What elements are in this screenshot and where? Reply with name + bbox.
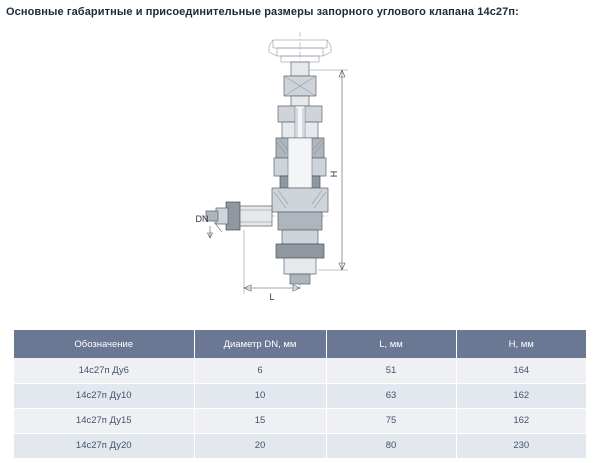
- dimension-h-label: H: [329, 170, 339, 178]
- cell-designation: 14с27п Ду6: [14, 358, 194, 383]
- page-title: Основные габаритные и присоединительные размеры запорного углового клапана 14с27п:: [6, 6, 519, 18]
- body-seat: [272, 188, 328, 212]
- dimensions-table: [14, 330, 586, 459]
- table-row: [14, 383, 586, 408]
- cell-dn: 15: [194, 408, 326, 433]
- table-header-row: [14, 330, 586, 358]
- dimension-l-label: L: [269, 292, 275, 301]
- cell-l: 75: [326, 408, 456, 433]
- cell-designation: 14с27п Ду20: [14, 433, 194, 458]
- cell-l: 63: [326, 383, 456, 408]
- cell-dn: 20: [194, 433, 326, 458]
- outlet-nut: [276, 244, 324, 258]
- cell-h: 230: [456, 433, 586, 458]
- cell-l: 80: [326, 433, 456, 458]
- valve-drawing-svg: [178, 26, 422, 301]
- bore-cavity: [288, 138, 312, 188]
- body-lower: [278, 212, 322, 230]
- packing-nut: [284, 76, 316, 96]
- header-l: L, мм: [326, 330, 456, 358]
- dimensions-table-wrap: [14, 330, 586, 459]
- dimension-dn-label: DN: [195, 214, 209, 224]
- cell-l: 51: [326, 358, 456, 383]
- header-dn: Диаметр DN, мм: [194, 330, 326, 358]
- cell-h: 162: [456, 408, 586, 433]
- stem-collar: [291, 96, 309, 106]
- cell-dn: 6: [194, 358, 326, 383]
- cell-designation: 14с27п Ду15: [14, 408, 194, 433]
- stem-top: [291, 62, 309, 76]
- table-row: [14, 408, 586, 433]
- cell-h: 162: [456, 383, 586, 408]
- table-row: [14, 358, 586, 383]
- valve-drawing-figure: [178, 26, 422, 301]
- outlet-pipe: [290, 274, 310, 284]
- header-designation: Обозначение: [14, 330, 194, 358]
- table-row: [14, 433, 586, 458]
- cell-dn: 10: [194, 383, 326, 408]
- inlet-body: [238, 206, 272, 226]
- header-h: H, мм: [456, 330, 586, 358]
- outlet-union: [284, 258, 316, 274]
- table-head: [14, 330, 586, 358]
- table-body: [14, 358, 586, 458]
- outlet-collar: [282, 230, 318, 244]
- cell-h: 164: [456, 358, 586, 383]
- cell-designation: 14с27п Ду10: [14, 383, 194, 408]
